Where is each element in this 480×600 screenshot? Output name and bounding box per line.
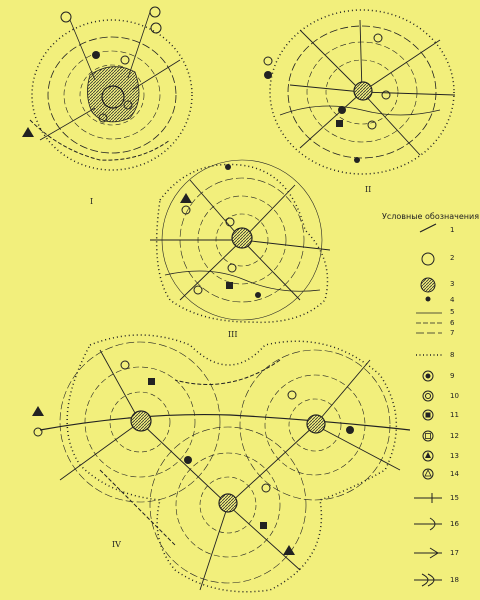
diagram-ii	[264, 10, 455, 174]
legend-symbol-2	[422, 253, 434, 265]
diagram-label-iv: IV	[112, 540, 121, 549]
legend-item-number: 18	[450, 576, 459, 584]
diagram-ii-river	[280, 106, 440, 115]
settlement-marker	[225, 164, 231, 170]
settlement-marker	[264, 57, 272, 65]
settlement-marker	[255, 292, 261, 298]
legend-symbols	[414, 224, 442, 586]
legend-item-number: 7	[450, 329, 455, 337]
legend-symbol-18	[414, 574, 442, 586]
legend-item-number: 16	[450, 520, 459, 528]
legend-item-number: 8	[450, 351, 455, 359]
diagram-label-iii: III	[228, 330, 238, 339]
legend-item-number: 2	[450, 254, 455, 262]
settlement-marker	[226, 282, 233, 289]
settlement-marker	[382, 91, 390, 99]
diagram-iv-river	[40, 415, 410, 430]
legend-item-number: 15	[450, 494, 459, 502]
settlement-marker	[228, 264, 236, 272]
legend-item-number: 5	[450, 308, 455, 316]
diagram-i	[22, 7, 192, 170]
legend-item-number: 14	[450, 470, 459, 478]
settlement-marker	[336, 120, 343, 127]
diagram-ii-roads	[290, 20, 455, 155]
diagram-iii-river	[165, 271, 320, 291]
settlement-marker	[194, 286, 202, 294]
settlement-marker	[61, 12, 71, 22]
legend-symbol-16	[414, 518, 442, 530]
settlement-marker	[264, 71, 272, 79]
diagram-iv	[32, 335, 410, 592]
settlement-marker	[346, 426, 354, 434]
settlement-marker	[260, 522, 267, 529]
legend-item-number: 13	[450, 452, 459, 460]
legend-item-number: 12	[450, 432, 459, 440]
diagram-i-rail	[30, 120, 170, 160]
main-center-marker	[307, 415, 325, 433]
settlement-marker	[151, 23, 161, 33]
main-center-marker	[102, 86, 124, 108]
legend-symbol-12	[423, 431, 433, 441]
settlement-marker	[368, 121, 376, 129]
legend-item-number: 4	[450, 296, 455, 304]
settlement-marker	[121, 361, 129, 369]
settlement-marker	[338, 106, 346, 114]
legend-symbol-4	[426, 297, 431, 302]
settlement-marker	[121, 56, 129, 64]
legend-item-number: 9	[450, 372, 455, 380]
diagram-iv-roads	[60, 350, 400, 590]
main-center-marker	[354, 82, 372, 100]
settlement-marker	[150, 7, 160, 17]
settlement-marker	[32, 406, 44, 416]
legend-symbol-3	[421, 278, 435, 292]
legend-symbol-1	[420, 224, 436, 232]
settlement-marker	[262, 484, 270, 492]
legend-item-number: 10	[450, 392, 459, 400]
settlement-marker	[34, 428, 42, 436]
settlement-marker	[148, 378, 155, 385]
legend-symbol-15	[414, 493, 442, 503]
main-center-marker	[219, 494, 237, 512]
diagram-iii	[150, 160, 330, 322]
main-center-marker	[232, 228, 252, 248]
legend-symbol-10	[423, 391, 433, 401]
legend-item-number: 6	[450, 319, 455, 327]
settlement-marker	[180, 193, 192, 203]
legend-item-number: 3	[450, 280, 455, 288]
diagram-iv-boundary	[67, 335, 396, 592]
settlement-marker	[283, 545, 295, 555]
settlement-marker	[184, 456, 192, 464]
legend-item-number: 11	[450, 411, 459, 419]
settlement-marker	[22, 127, 34, 137]
settlement-marker	[374, 34, 382, 42]
main-center-marker	[131, 411, 151, 431]
settlement-marker	[92, 51, 100, 59]
diagram-label-ii: II	[365, 185, 372, 194]
legend-item-number: 17	[450, 549, 459, 557]
settlement-marker	[288, 391, 296, 399]
legend-title: Условные обозначения	[382, 212, 480, 221]
legend-symbol-17	[414, 548, 442, 558]
settlement-marker	[354, 157, 360, 163]
settlement-marker	[226, 218, 234, 226]
diagram-label-i: I	[90, 197, 94, 206]
legend-item-number: 1	[450, 226, 455, 234]
